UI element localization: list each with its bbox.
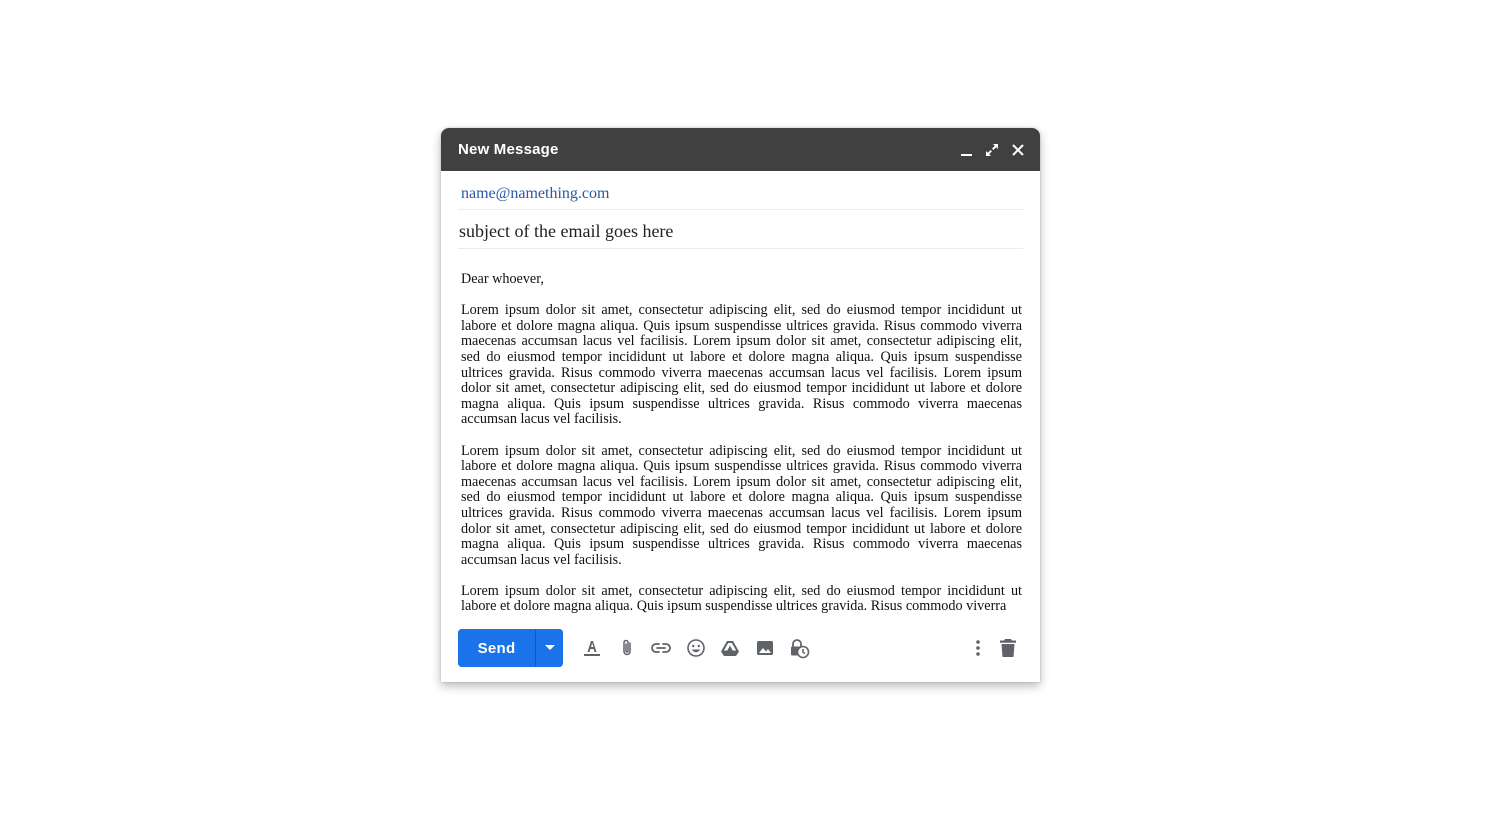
body-paragraph: Lorem ipsum dolor sit amet, consectetur adipiscing elit, sed do eiusmod tempor incididunt ut labore et dolore magna aliqua. Quis ipsum suspendisse ultrices gravida. Risus commodo viverra <box>461 582 1022 615</box>
expand-icon[interactable] <box>984 142 1000 158</box>
subject-input[interactable]: subject of the email goes here <box>459 220 674 241</box>
compose-title: New Message <box>458 141 559 158</box>
message-body[interactable] <box>461 272 1022 615</box>
body-greeting: Dear whoever, <box>461 272 544 287</box>
formatting-icon[interactable] <box>575 629 610 667</box>
link-icon[interactable] <box>644 629 679 667</box>
attach-icon[interactable] <box>610 629 645 667</box>
close-icon[interactable] <box>1010 142 1026 158</box>
send-options-button[interactable] <box>535 629 563 667</box>
discard-icon[interactable] <box>993 629 1023 667</box>
compose-window <box>441 128 1040 682</box>
body-paragraph: Lorem ipsum dolor sit amet, consectetur adipiscing elit, sed do eiusmod tempor incididunt ut labore et dolore magna aliqua. Quis ipsum suspendisse ultrices gravida. Risus commodo viverra maecenas accumsan lacus vel facilisis. Lorem ipsum dolor sit amet, consectetur adipiscing elit, sed do eiusmod tempor incididunt ut labore et dolore magna aliqua. Quis ipsum suspendisse ultrices gravida. Risus commodo viverra maecenas accumsan lacus vel facilisis. Lorem ipsum dolor sit amet, consectetur adipiscing elit, sed do eiusmod tempor incididunt ut labore et dolore magna aliqua. Quis ipsum suspendisse ultrices gravida. Risus commodo viverra maecenas accumsan lacus vel facilisis. <box>461 302 1022 428</box>
drive-icon[interactable] <box>713 629 748 667</box>
window-controls <box>958 142 1026 158</box>
more-options-icon[interactable] <box>963 629 993 667</box>
compose-toolbar <box>458 629 1023 667</box>
secondary-tools <box>963 629 1023 667</box>
photo-icon[interactable] <box>748 629 783 667</box>
formatting-tools <box>575 629 817 667</box>
recipients-field[interactable] <box>458 171 1023 210</box>
subject-field[interactable] <box>458 210 1023 249</box>
send-button-group <box>458 629 563 667</box>
recipient-chip[interactable]: name@namething.com <box>461 185 610 202</box>
chevron-down-icon <box>545 645 555 651</box>
body-paragraph: Lorem ipsum dolor sit amet, consectetur adipiscing elit, sed do eiusmod tempor incididunt ut labore et dolore magna aliqua. Quis ipsum suspendisse ultrices gravida. Risus commodo viverra maecenas accumsan lacus vel facilisis. Lorem ipsum dolor sit amet, consectetur adipiscing elit, sed do eiusmod tempor incididunt ut labore et dolore magna aliqua. Quis ipsum suspendisse ultrices gravida. Risus commodo viverra maecenas accumsan lacus vel facilisis. Lorem ipsum dolor sit amet, consectetur adipiscing elit, sed do eiusmod tempor incididunt ut labore et dolore magna aliqua. Quis ipsum suspendisse ultrices gravida. Risus commodo viverra maecenas accumsan lacus vel facilisis. <box>461 442 1022 568</box>
confidential-icon[interactable] <box>782 629 817 667</box>
compose-titlebar[interactable] <box>441 128 1040 171</box>
emoji-icon[interactable] <box>679 629 714 667</box>
send-button[interactable]: Send <box>458 629 535 667</box>
minimize-icon[interactable] <box>958 142 974 158</box>
